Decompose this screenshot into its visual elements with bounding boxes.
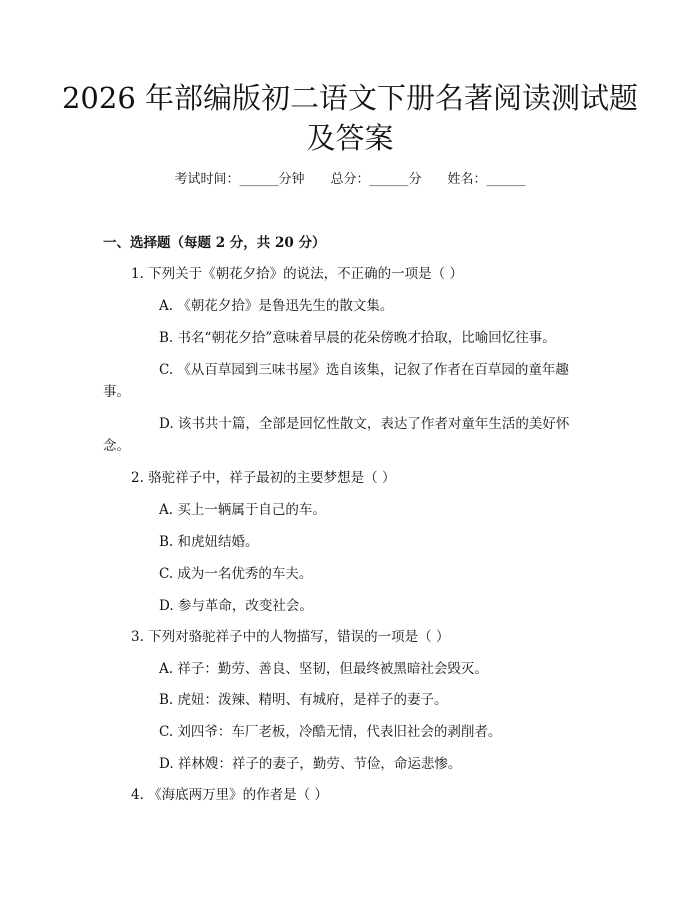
q2-option-b: B. 和虎妞结婚。: [159, 534, 259, 550]
q3-option-d: D. 祥林嫂：祥子的妻子，勤劳、节俭，命运悲惨。: [159, 756, 462, 772]
q1-option-d: D. 该书共十篇，全部是回忆性散文，表达了作者对童年生活的美好怀: [159, 416, 570, 432]
question-2: 2. 骆驼祥子中，祥子最初的主要梦想是（ ）: [131, 470, 396, 486]
page-title: [60, 78, 640, 158]
q3-option-c: C. 刘四爷：车厂老板，冷酷无情，代表旧社会的剥削者。: [159, 724, 502, 740]
q1-option-c: C. 《从百草园到三味书屋》选自该集，记叙了作者在百草园的童年趣: [159, 362, 569, 378]
q1-option-b: B. 书名“朝花夕拾”意味着早晨的花朵傍晚才拾取，比喻回忆往事。: [159, 330, 556, 346]
q3-option-a: A. 祥子：勤劳、善良、坚韧，但最终被黑暗社会毁灭。: [159, 661, 488, 677]
q2-option-c: C. 成为一名优秀的车夫。: [159, 566, 313, 582]
question-3: 3. 下列对骆驼祥子中的人物描写，错误的一项是（ ）: [131, 629, 450, 645]
title-line-1: 2026 年部编版初二语文下册名著阅读测试题: [61, 81, 639, 115]
q2-option-a: A. 买上一辆属于自己的车。: [159, 502, 326, 518]
q2-option-d: D. 参与革命，改变社会。: [159, 598, 313, 614]
q3-option-b: B. 虎妞：泼辣、精明、有城府，是祥子的妻子。: [159, 692, 448, 708]
section-heading: 一、选择题（每题 2 分，共 20 分）: [103, 235, 326, 251]
question-4: 4. 《海底两万里》的作者是（ ）: [131, 787, 328, 803]
q1-option-c-cont: 事。: [103, 384, 130, 400]
exam-info: 考试时间：______分钟 总分：______分 姓名：______: [174, 172, 526, 187]
q1-option-d-cont: 念。: [103, 438, 130, 454]
title-line-2: 及答案: [306, 121, 394, 155]
question-1: 1. 下列关于《朝花夕拾》的说法，不正确的一项是（ ）: [131, 266, 463, 282]
q1-option-a: A. 《朝花夕拾》是鲁迅先生的散文集。: [159, 298, 394, 314]
